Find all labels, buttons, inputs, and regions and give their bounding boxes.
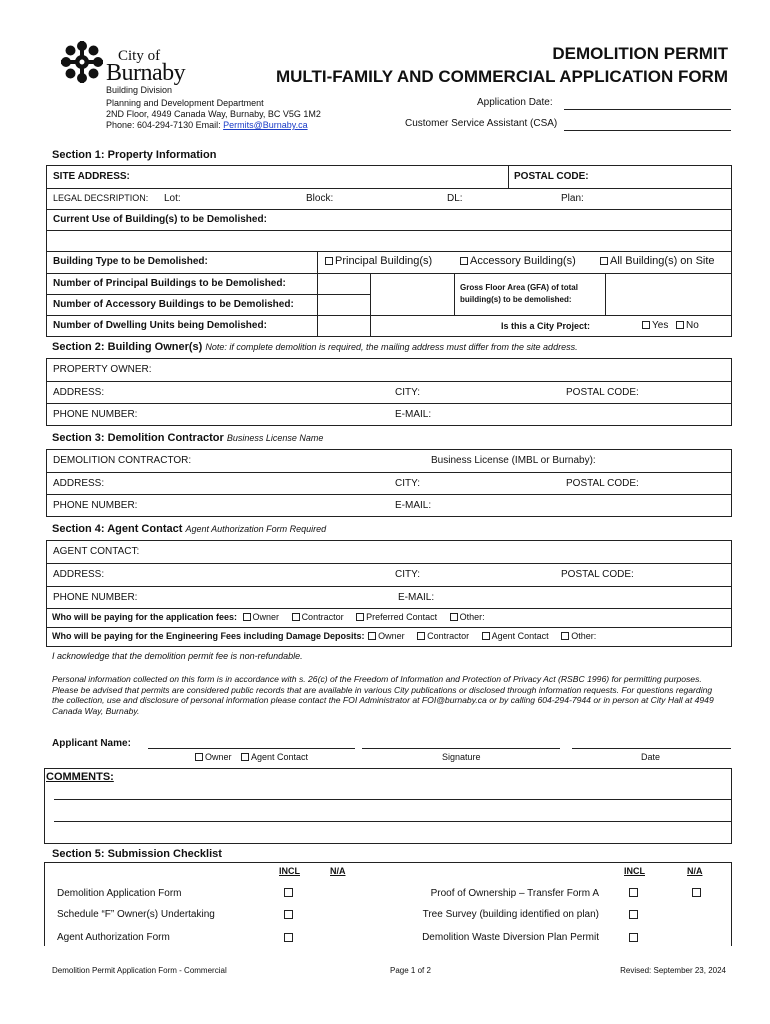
checkbox-proof-ownership-na[interactable] (692, 888, 701, 897)
application-date-label: Application Date: (477, 97, 553, 108)
checkbox-eng-agent[interactable] (482, 632, 490, 640)
eng-other-label: Other: (571, 631, 597, 641)
option-principal[interactable] (325, 255, 432, 267)
no-label: No (686, 320, 699, 331)
owner-phone-label: PHONE NUMBER: (53, 409, 138, 420)
checkbox-application-form-incl[interactable] (284, 888, 293, 897)
plan-label: Plan: (561, 193, 584, 204)
site-address-label: SITE ADDRESS: (53, 171, 130, 182)
section3-title: Section 3: Demolition Contractor (52, 432, 224, 444)
signature-field[interactable] (362, 748, 560, 749)
section2-title: Section 2: Building Owner(s) (52, 341, 203, 353)
logo-burnaby: Burnaby (106, 60, 186, 86)
gfa-label: Gross Floor Area (GFA) of total building(s) to be demolished: (460, 283, 578, 304)
contractor-email-label: E-MAIL: (395, 500, 432, 511)
site-postal-code-label: POSTAL CODE: (514, 171, 589, 182)
section2-header (52, 341, 578, 353)
agent-city-label: CITY: (395, 569, 421, 580)
agent-address-label: ADDRESS: (53, 569, 105, 580)
footer-revised-date: Revised: September 23, 2024 (620, 966, 726, 975)
applicant-owner-option[interactable] (195, 752, 232, 762)
fees-preferred-option[interactable] (356, 612, 437, 622)
contractor-label: DEMOLITION CONTRACTOR: (53, 455, 192, 466)
checkbox-fees-preferred[interactable] (356, 613, 364, 621)
application-fees-question: Who will be paying for the application fees: (52, 612, 238, 622)
engineering-fees-row (52, 631, 596, 641)
fees-other-option[interactable] (450, 612, 485, 622)
eng-agent-option[interactable] (482, 631, 549, 641)
checkbox-accessory[interactable] (460, 257, 468, 265)
comments-label: COMMENTS: (46, 771, 114, 783)
signature-caption: Signature (442, 752, 481, 762)
contractor-address-label: ADDRESS: (53, 478, 105, 489)
city-project-no[interactable] (676, 320, 699, 331)
license-label: Business License (IMBL or Burnaby): (431, 455, 596, 466)
applicant-owner-label: Owner (205, 752, 232, 762)
yes-label: Yes (652, 320, 669, 331)
engineering-fees-question: Who will be paying for the Engineering Fees including Damage Deposits: (52, 631, 365, 641)
eng-contractor-label: Contractor (427, 631, 470, 641)
phone-text: Phone: 604-294-7130 Email: (106, 120, 224, 130)
section4-title: Section 4: Agent Contact (52, 523, 183, 535)
comments-line-2[interactable] (54, 821, 732, 822)
checkbox-agent-authorization-incl[interactable] (284, 933, 293, 942)
option-principal-label: Principal Building(s) (335, 255, 433, 267)
application-date-field[interactable] (564, 109, 731, 110)
checklist-item-agent-authorization: Agent Authorization Form (57, 932, 170, 943)
section4-header (52, 523, 326, 535)
city-snowflake-logo (58, 38, 106, 86)
form-title-line2: MULTI-FAMILY AND COMMERCIAL APPLICATION FORM (275, 67, 728, 86)
building-type-label: Building Type to be Demolished: (53, 256, 208, 267)
na-header-left: N/A (330, 866, 346, 876)
agent-postal-label: POSTAL CODE: (561, 569, 634, 580)
contractor-postal-label: POSTAL CODE: (566, 478, 639, 489)
lot-label: Lot: (164, 193, 181, 204)
checkbox-fees-owner[interactable] (243, 613, 251, 621)
checkbox-proof-ownership-incl[interactable] (629, 888, 638, 897)
agent-email-label: E-MAIL: (398, 592, 435, 603)
owner-label: PROPERTY OWNER: (53, 364, 152, 375)
fees-owner-label: Owner (252, 612, 280, 622)
eng-owner-option[interactable] (368, 631, 405, 641)
checklist-item-tree-survey: Tree Survey (building identified on plan) (422, 909, 599, 920)
department-contact (106, 120, 308, 130)
option-accessory[interactable] (460, 255, 576, 267)
option-all[interactable] (600, 255, 715, 267)
footer-page-number: Page 1 of 2 (390, 966, 431, 975)
fees-preferred-label: Preferred Contact (366, 612, 438, 622)
contractor-phone-label: PHONE NUMBER: (53, 500, 138, 511)
legal-description-label: LEGAL DECSRIPTION: (53, 193, 149, 203)
fees-contractor-option[interactable] (292, 612, 344, 622)
city-project-label: Is this a City Project: (501, 321, 591, 331)
checkbox-eng-owner[interactable] (368, 632, 376, 640)
checkbox-eng-other[interactable] (561, 632, 569, 640)
checkbox-waste-diversion-incl[interactable] (629, 933, 638, 942)
date-field[interactable] (572, 748, 731, 749)
eng-other-option[interactable] (561, 631, 596, 641)
section3-header (52, 432, 323, 444)
block-label: Block: (306, 193, 334, 204)
na-header-right: N/A (687, 866, 703, 876)
checklist-item-proof-ownership: Proof of Ownership – Transfer Form A (430, 888, 599, 899)
section3-note: Business License Name (226, 433, 324, 443)
section2-note: Note: if complete demolition is required, the mailing address must differ from the site address. (205, 342, 578, 352)
checkbox-yes[interactable] (642, 321, 650, 329)
fees-owner-option[interactable] (243, 612, 280, 622)
dl-label: DL: (447, 193, 463, 204)
checkbox-schedule-f-incl[interactable] (284, 910, 293, 919)
owner-address-label: ADDRESS: (53, 387, 105, 398)
checkbox-principal[interactable] (325, 257, 333, 265)
applicant-name-field[interactable] (148, 748, 355, 749)
checkbox-applicant-agent[interactable] (241, 753, 249, 761)
owner-email-label: E-MAIL: (395, 409, 432, 420)
email-link[interactable]: Permits@Burnaby.ca (223, 120, 308, 130)
application-fees-row (52, 612, 485, 622)
incl-header-right: INCL (624, 866, 645, 876)
checkbox-applicant-owner[interactable] (195, 753, 203, 761)
checkbox-no[interactable] (676, 321, 684, 329)
eng-agent-label: Agent Contact (491, 631, 549, 641)
option-all-label: All Building(s) on Site (610, 255, 715, 267)
agent-phone-label: PHONE NUMBER: (53, 592, 138, 603)
incl-header-left: INCL (279, 866, 300, 876)
comments-box (44, 768, 732, 844)
section4-note: Agent Authorization Form Required (185, 524, 327, 534)
section1-title: Section 1: Property Information (52, 149, 217, 161)
department-address: 2ND Floor, 4949 Canada Way, Burnaby, BC V5G 1M2 (106, 109, 321, 119)
checklist-item-application-form: Demolition Application Form (57, 888, 182, 899)
checklist-item-schedule-f: Schedule “F” Owner(s) Undertaking (57, 909, 215, 920)
current-use-label: Current Use of Building(s) to be Demolished: (53, 214, 267, 225)
num-accessory-label: Number of Accessory Buildings to be Demolished: (53, 299, 294, 310)
division-label: Building Division (106, 85, 173, 95)
comments-line-1[interactable] (54, 799, 732, 800)
applicant-agent-option[interactable] (241, 752, 308, 762)
eng-owner-label: Owner (378, 631, 405, 641)
privacy-notice: Personal information collected on this form is in accordance with s. 26(c) of the Freedom of Information and Protection of Privacy Act (RSBC 1996) for permitting purposes. Please be advised that permits are considered public records that are available in various City publications or disclosed through information requests. For questions regarding the collection, use and disclosure of personal information please contact the FOI Administrator at FOI@burnaby.ca or by calling 604-294-7944 or in person at City Hall at 4949 Canada Way, Burnaby. (52, 674, 714, 716)
checkbox-all[interactable] (600, 257, 608, 265)
eng-contractor-option[interactable] (417, 631, 469, 641)
contractor-city-label: CITY: (395, 478, 421, 489)
num-principal-label: Number of Principal Buildings to be Demolished: (53, 278, 286, 289)
csa-label: Customer Service Assistant (CSA) (405, 118, 558, 129)
num-dwelling-label: Number of Dwelling Units being Demolished: (53, 320, 267, 331)
fees-contractor-label: Contractor (301, 612, 344, 622)
csa-field[interactable] (564, 130, 731, 131)
date-caption: Date (641, 752, 661, 762)
option-accessory-label: Accessory Building(s) (470, 255, 576, 267)
checkbox-eng-contractor[interactable] (417, 632, 425, 640)
checkbox-fees-contractor[interactable] (292, 613, 300, 621)
form-title-line1: DEMOLITION PERMIT (552, 44, 728, 63)
owner-postal-label: POSTAL CODE: (566, 387, 639, 398)
checkbox-fees-other[interactable] (450, 613, 458, 621)
applicant-agent-label: Agent Contact (251, 752, 309, 762)
logo-city-of: City of (118, 48, 161, 64)
owner-city-label: CITY: (395, 387, 421, 398)
section5-title: Section 5: Submission Checklist (52, 848, 222, 860)
fees-other-label: Other: (459, 612, 485, 622)
applicant-name-label: Applicant Name: (52, 738, 131, 749)
footer-form-name: Demolition Permit Application Form - Commercial (52, 966, 227, 975)
checklist-item-waste-diversion: Demolition Waste Diversion Plan Permit (422, 932, 599, 943)
city-project-yes[interactable] (642, 320, 668, 331)
department-label: Planning and Development Department (106, 98, 264, 108)
non-refundable-acknowledgement: I acknowledge that the demolition permit fee is non-refundable. (52, 651, 303, 661)
checkbox-tree-survey-incl[interactable] (629, 910, 638, 919)
agent-label: AGENT CONTACT: (53, 546, 140, 557)
